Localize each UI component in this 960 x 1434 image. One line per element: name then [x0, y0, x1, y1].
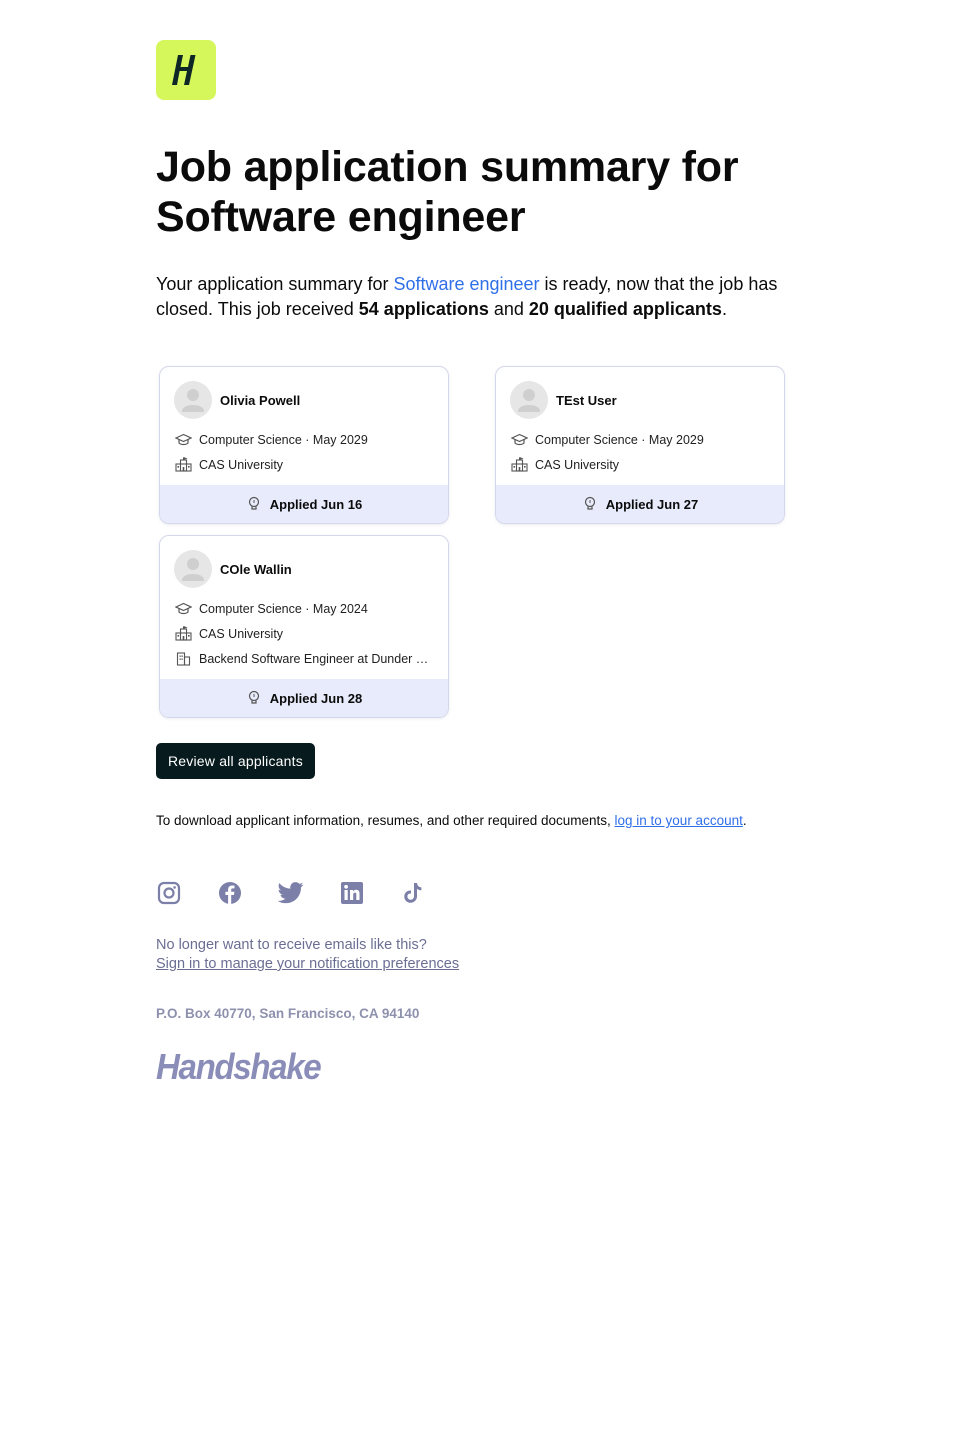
intro-end: .	[721, 299, 727, 319]
download-note	[156, 812, 816, 830]
social-links	[156, 880, 461, 906]
qualified-count: 20 qualified applicants	[528, 299, 722, 319]
linkedin-icon[interactable]	[339, 880, 365, 906]
university-icon	[174, 456, 192, 474]
applicant-school: CAS University	[199, 457, 284, 472]
instagram-icon[interactable]	[156, 880, 182, 906]
intro-paragraph	[156, 272, 796, 322]
user-placeholder-icon	[174, 550, 212, 588]
university-icon	[174, 625, 192, 643]
applied-date: Applied Jun 27	[605, 496, 699, 512]
notification-preferences-link[interactable]: Sign in to manage your notification preferences	[156, 956, 460, 972]
facebook-icon[interactable]	[217, 880, 243, 906]
intro-middle: is ready, now that the job has closed. This job received	[156, 274, 778, 319]
graduation-cap-icon	[174, 600, 192, 618]
intro-prefix: Your application summary for	[156, 274, 394, 294]
applicant-card[interactable]	[495, 366, 785, 524]
user-placeholder-icon	[174, 381, 212, 419]
handshake-logo[interactable]	[156, 40, 216, 100]
lightbulb-icon	[582, 496, 598, 512]
review-all-applicants-button[interactable]: Review all applicants	[156, 743, 315, 779]
applied-date: Applied Jun 16	[269, 496, 363, 512]
avatar	[510, 381, 548, 419]
applicant-card[interactable]	[159, 535, 449, 718]
twitter-icon[interactable]	[278, 880, 304, 906]
lightbulb-icon	[246, 690, 262, 706]
university-icon	[510, 456, 528, 474]
handshake-wordmark-logo[interactable]: Handshake	[156, 1046, 321, 1087]
applicant-name[interactable]: Olivia Powell	[220, 392, 301, 408]
applicant-name[interactable]: COle Wallin	[220, 561, 292, 577]
postal-address: P.O. Box 40770, San Francisco, CA 94140	[156, 1006, 420, 1021]
applications-count: 54 applications	[358, 299, 489, 319]
unsubscribe-section	[156, 936, 459, 974]
email-content	[156, 40, 804, 1087]
job-link[interactable]: Software engineer	[393, 274, 540, 294]
avatar	[174, 381, 212, 419]
lightbulb-icon	[246, 496, 262, 512]
graduation-cap-icon	[510, 431, 528, 449]
applied-date: Applied Jun 28	[269, 690, 363, 706]
applicant-school: CAS University	[199, 626, 284, 641]
tiktok-icon[interactable]	[400, 880, 426, 906]
user-placeholder-icon	[510, 381, 548, 419]
intro-and: and	[488, 299, 529, 319]
graduation-cap-icon	[174, 431, 192, 449]
avatar	[174, 550, 212, 588]
download-end: .	[742, 813, 747, 828]
applicant-major: Computer Science · May 2029	[535, 432, 704, 447]
applicant-name[interactable]: TEst User	[556, 392, 617, 408]
building-icon	[174, 650, 192, 668]
unsubscribe-text: No longer want to receive emails like this?	[156, 937, 427, 953]
download-text: To download applicant information, resumes, and other required documents,	[156, 813, 615, 828]
page-title: Job application summary for Software engineer	[156, 143, 739, 241]
handshake-h-icon	[171, 53, 201, 87]
applicant-card[interactable]	[159, 366, 449, 524]
login-link[interactable]: log in to your account	[614, 813, 743, 828]
applicant-major: Computer Science · May 2029	[199, 432, 368, 447]
applicant-major: Computer Science · May 2024	[199, 601, 368, 616]
applicant-work: Backend Software Engineer at Dunder …	[199, 651, 429, 666]
applicant-school: CAS University	[535, 457, 620, 472]
